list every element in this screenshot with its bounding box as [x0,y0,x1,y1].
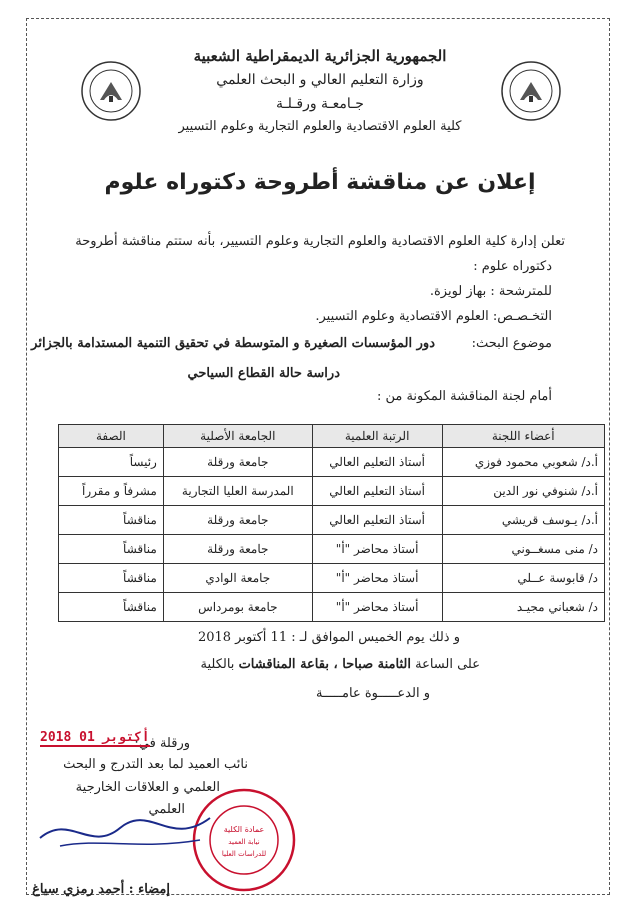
table-row [59,593,605,622]
page-title: إعلان عن مناقشة أطروحة دكتوراه علوم [104,170,536,195]
member-university: جامعة ورقلة [163,535,312,564]
intro-line-1: تعلن إدارة كلية العلوم الاقتصادية والعلوم التجارية وعلوم التسيير، بأنه ستتم مناقشة أطروحة [75,234,565,249]
member-rank: أستاذ محاضر "أ" [312,564,442,593]
col-rank: الرتبة العلمية [312,425,442,448]
svg-text:للدراسات العليا: للدراسات العليا [221,850,267,858]
member-university: جامعة ورقلة [163,448,312,477]
member-rank: أستاذ التعليم العالي [312,506,442,535]
svg-text:نيابة العميد: نيابة العميد [228,838,260,846]
jury-header-row [59,425,605,448]
defense-date: و ذلك يوم الخميس الموافق لـ : 11 أكتوبر 2018 [197,630,460,645]
member-university: المدرسة العليا التجارية [163,477,312,506]
table-row [59,477,605,506]
signature-place: ورقلة في: [134,736,190,751]
col-university: الجامعة الأصلية [163,425,312,448]
member-university: جامعة ورقلة [163,506,312,535]
member-rank: أستاذ التعليم العالي [312,477,442,506]
svg-text:عمادة الكلية: عمادة الكلية [223,825,265,834]
member-role: مناقشاً [59,593,164,622]
republic-name: الجمهورية الجزائرية الديمقراطية الشعبية [193,47,447,65]
table-row [59,448,605,477]
member-university: جامعة بومرداس [163,593,312,622]
member-role: مشرفاً و مقرراً [59,477,164,506]
topic-label: موضوع البحث: [471,336,552,351]
member-name: أ.د/ شعوبي محمود فوزي [442,448,604,477]
member-name: أ.د/ يـوسف قريشي [442,506,604,535]
member-role: مناقشاً [59,506,164,535]
member-role: مناقشاً [59,564,164,593]
member-name: د/ منى مسغــوني [442,535,604,564]
member-role: رئيساً [59,448,164,477]
university-name: جـامعـة ورقـلـة [276,96,364,112]
table-row [59,506,605,535]
member-rank: أستاذ محاضر "أ" [312,535,442,564]
ministry-name: وزارة التعليم العالي و البحث العلمي [216,72,424,88]
table-row [59,564,605,593]
university-logo [500,60,562,122]
signatory-title-2: العلمي و العلاقات الخارجية [75,780,220,795]
member-rank: أستاذ التعليم العالي [312,448,442,477]
faculty-name: كلية العلوم الاقتصادية والعلوم التجارية وعلوم التسيير [178,119,462,134]
jury-intro: أمام لجنة المناقشة المكونة من : [376,389,552,404]
member-name: أ.د/ شنوفي نور الدين [442,477,604,506]
specialty: التخـصـص: العلوم الاقتصادية وعلوم التسيير. [315,309,552,324]
topic-subtitle: دراسة حالة القطاع السياحي [187,366,340,381]
date-stamp: 2018 أكتوبر 01 [40,730,150,745]
time-and-room: الثامنة صباحا ، بقاعة المناقشات [238,657,411,672]
public-invitation: و الدعـــــوة عامـــــة [316,686,430,701]
member-name: د/ قابوسة عــلي [442,564,604,593]
university-logo-right [80,60,142,122]
signatory-title-3: العلمي [148,802,185,817]
member-role: مناقشاً [59,535,164,564]
time-suffix: بالكلية [200,657,235,672]
candidate-name: للمترشحة : بهاز لويزة. [429,284,552,299]
jury-table [58,424,605,622]
member-university: جامعة الوادي [163,564,312,593]
signature-ink [30,808,220,858]
time-prefix: على الساعة [415,657,480,672]
member-name: د/ شعباني مجيـد [442,593,604,622]
member-rank: أستاذ محاضر "أ" [312,593,442,622]
defense-time [201,657,481,672]
topic-title: دور المؤسسات الصغيرة و المتوسطة في تحقيق التنمية المستدامة بالجزائر [31,336,435,351]
signed-by: إمضاء : أحمد رمزي سياغ [32,882,170,897]
col-member: أعضاء اللجنة [442,425,604,448]
col-role: الصفة [59,425,164,448]
intro-line-2: دكتوراه علوم : [473,259,552,274]
table-row [59,535,605,564]
signatory-title-1: نائب العميد لما بعد التدرج و البحث [63,757,248,772]
